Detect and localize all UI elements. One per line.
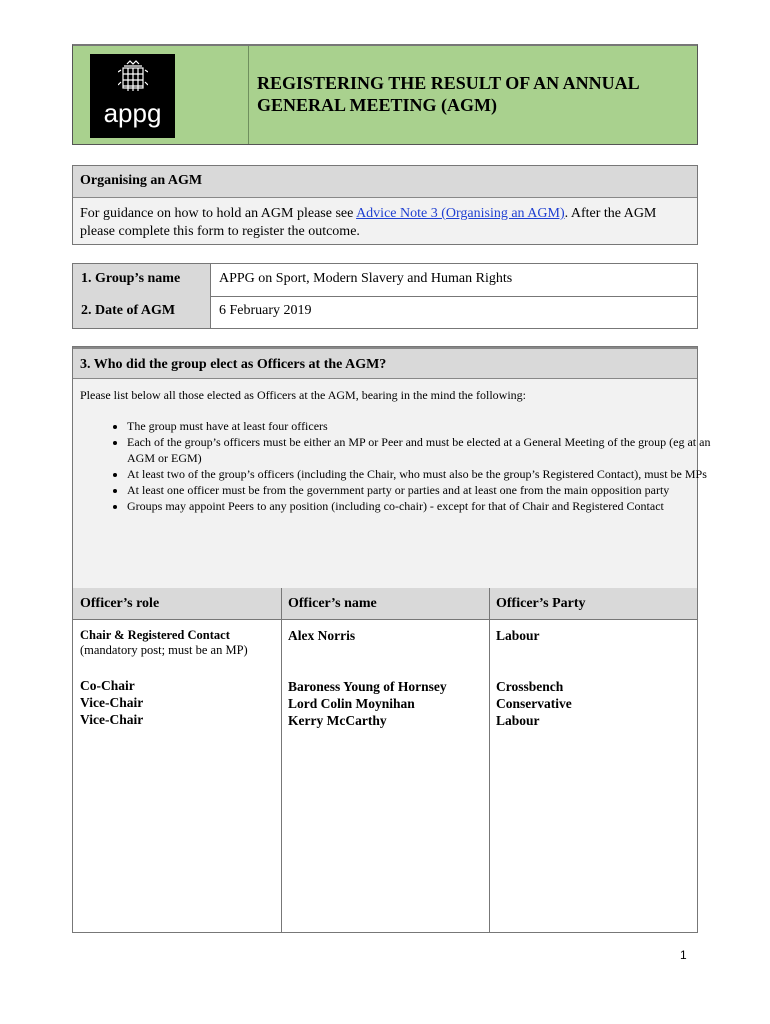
column-header-name: Officer’s name [288, 596, 377, 611]
header-banner [72, 44, 698, 145]
officer-role: Vice-Chair [80, 712, 144, 727]
organising-section [72, 165, 698, 245]
guidance-item: • The group must have at least four officers [127, 419, 717, 435]
group-name-label: 1. Group’s name [73, 264, 211, 296]
group-name-row [73, 264, 697, 297]
officers-question: 3. Who did the group elect as Officers at the AGM? [73, 347, 697, 379]
appg-logo [90, 54, 175, 138]
officers-intro-text: Please list below all those elected as Officers at the AGM, bearing in the mind the following: [80, 388, 527, 402]
guidance-item: • Groups may appoint Peers to any position (including co-chair) - except for that of Chair and Registered Contact [127, 499, 717, 515]
other-parties-cell[interactable] [496, 678, 572, 729]
officers-table-header [73, 588, 697, 620]
other-roles-cell[interactable] [80, 677, 143, 728]
column-header-party: Officer’s Party [496, 596, 586, 611]
officer-role: Vice-Chair [80, 695, 144, 710]
organising-text-after: . After the AGM please complete this form to register the outcome. [80, 206, 657, 239]
officers-guidance [73, 379, 711, 589]
organising-text [73, 198, 697, 248]
advice-note-link[interactable]: Advice Note 3 (Organising an AGM) [356, 206, 565, 221]
chair-role-note: (mandatory post; must be an MP) [80, 643, 248, 657]
chair-role-cell[interactable] [80, 628, 280, 658]
chair-role: Chair & Registered Contact [80, 628, 230, 642]
guidance-list [97, 419, 717, 515]
page-number: 1 [680, 948, 687, 962]
chair-name[interactable]: Alex Norris [288, 628, 356, 643]
officer-party: Conservative [496, 696, 572, 711]
agm-date-value[interactable]: 6 February 2019 [219, 303, 312, 318]
guidance-item: • At least one officer must be from the government party or parties and at least one from the main opposition party [127, 483, 717, 499]
guidance-item: • Each of the group’s officers must be either an MP or Peer and must be elected at a General Meeting of the group (eg at an AGM or EGM) [127, 435, 717, 466]
group-info-table [72, 263, 698, 329]
portcullis-icon [118, 60, 148, 94]
officers-table-body [73, 619, 697, 932]
column-header-role: Officer’s role [80, 596, 160, 611]
agm-date-row [73, 296, 697, 328]
officer-party: Labour [496, 713, 540, 728]
organising-text-before: For guidance on how to hold an AGM please see [80, 206, 357, 221]
organising-heading: Organising an AGM [73, 166, 697, 198]
officer-party: Crossbench [496, 679, 564, 694]
guidance-item: • At least two of the group’s officers (including the Chair, who must also be the group’s Registered Contact), must be MPs [127, 467, 717, 483]
officers-section [72, 346, 711, 933]
group-name-value[interactable]: APPG on Sport, Modern Slavery and Human Rights [219, 271, 513, 286]
officer-name: Kerry McCarthy [288, 713, 387, 728]
officer-role: Co-Chair [80, 678, 135, 693]
chair-party[interactable]: Labour [496, 628, 540, 643]
logo-text: appg [103, 98, 162, 128]
header-divider [248, 46, 249, 144]
page-title: REGISTERING THE RESULT OF AN ANNUAL GENERAL MEETING (AGM) [257, 73, 639, 115]
officer-name: Lord Colin Moynihan [288, 696, 415, 711]
other-names-cell[interactable] [288, 678, 447, 729]
agm-date-label: 2. Date of AGM [73, 296, 211, 328]
officer-name: Baroness Young of Hornsey [288, 679, 447, 694]
